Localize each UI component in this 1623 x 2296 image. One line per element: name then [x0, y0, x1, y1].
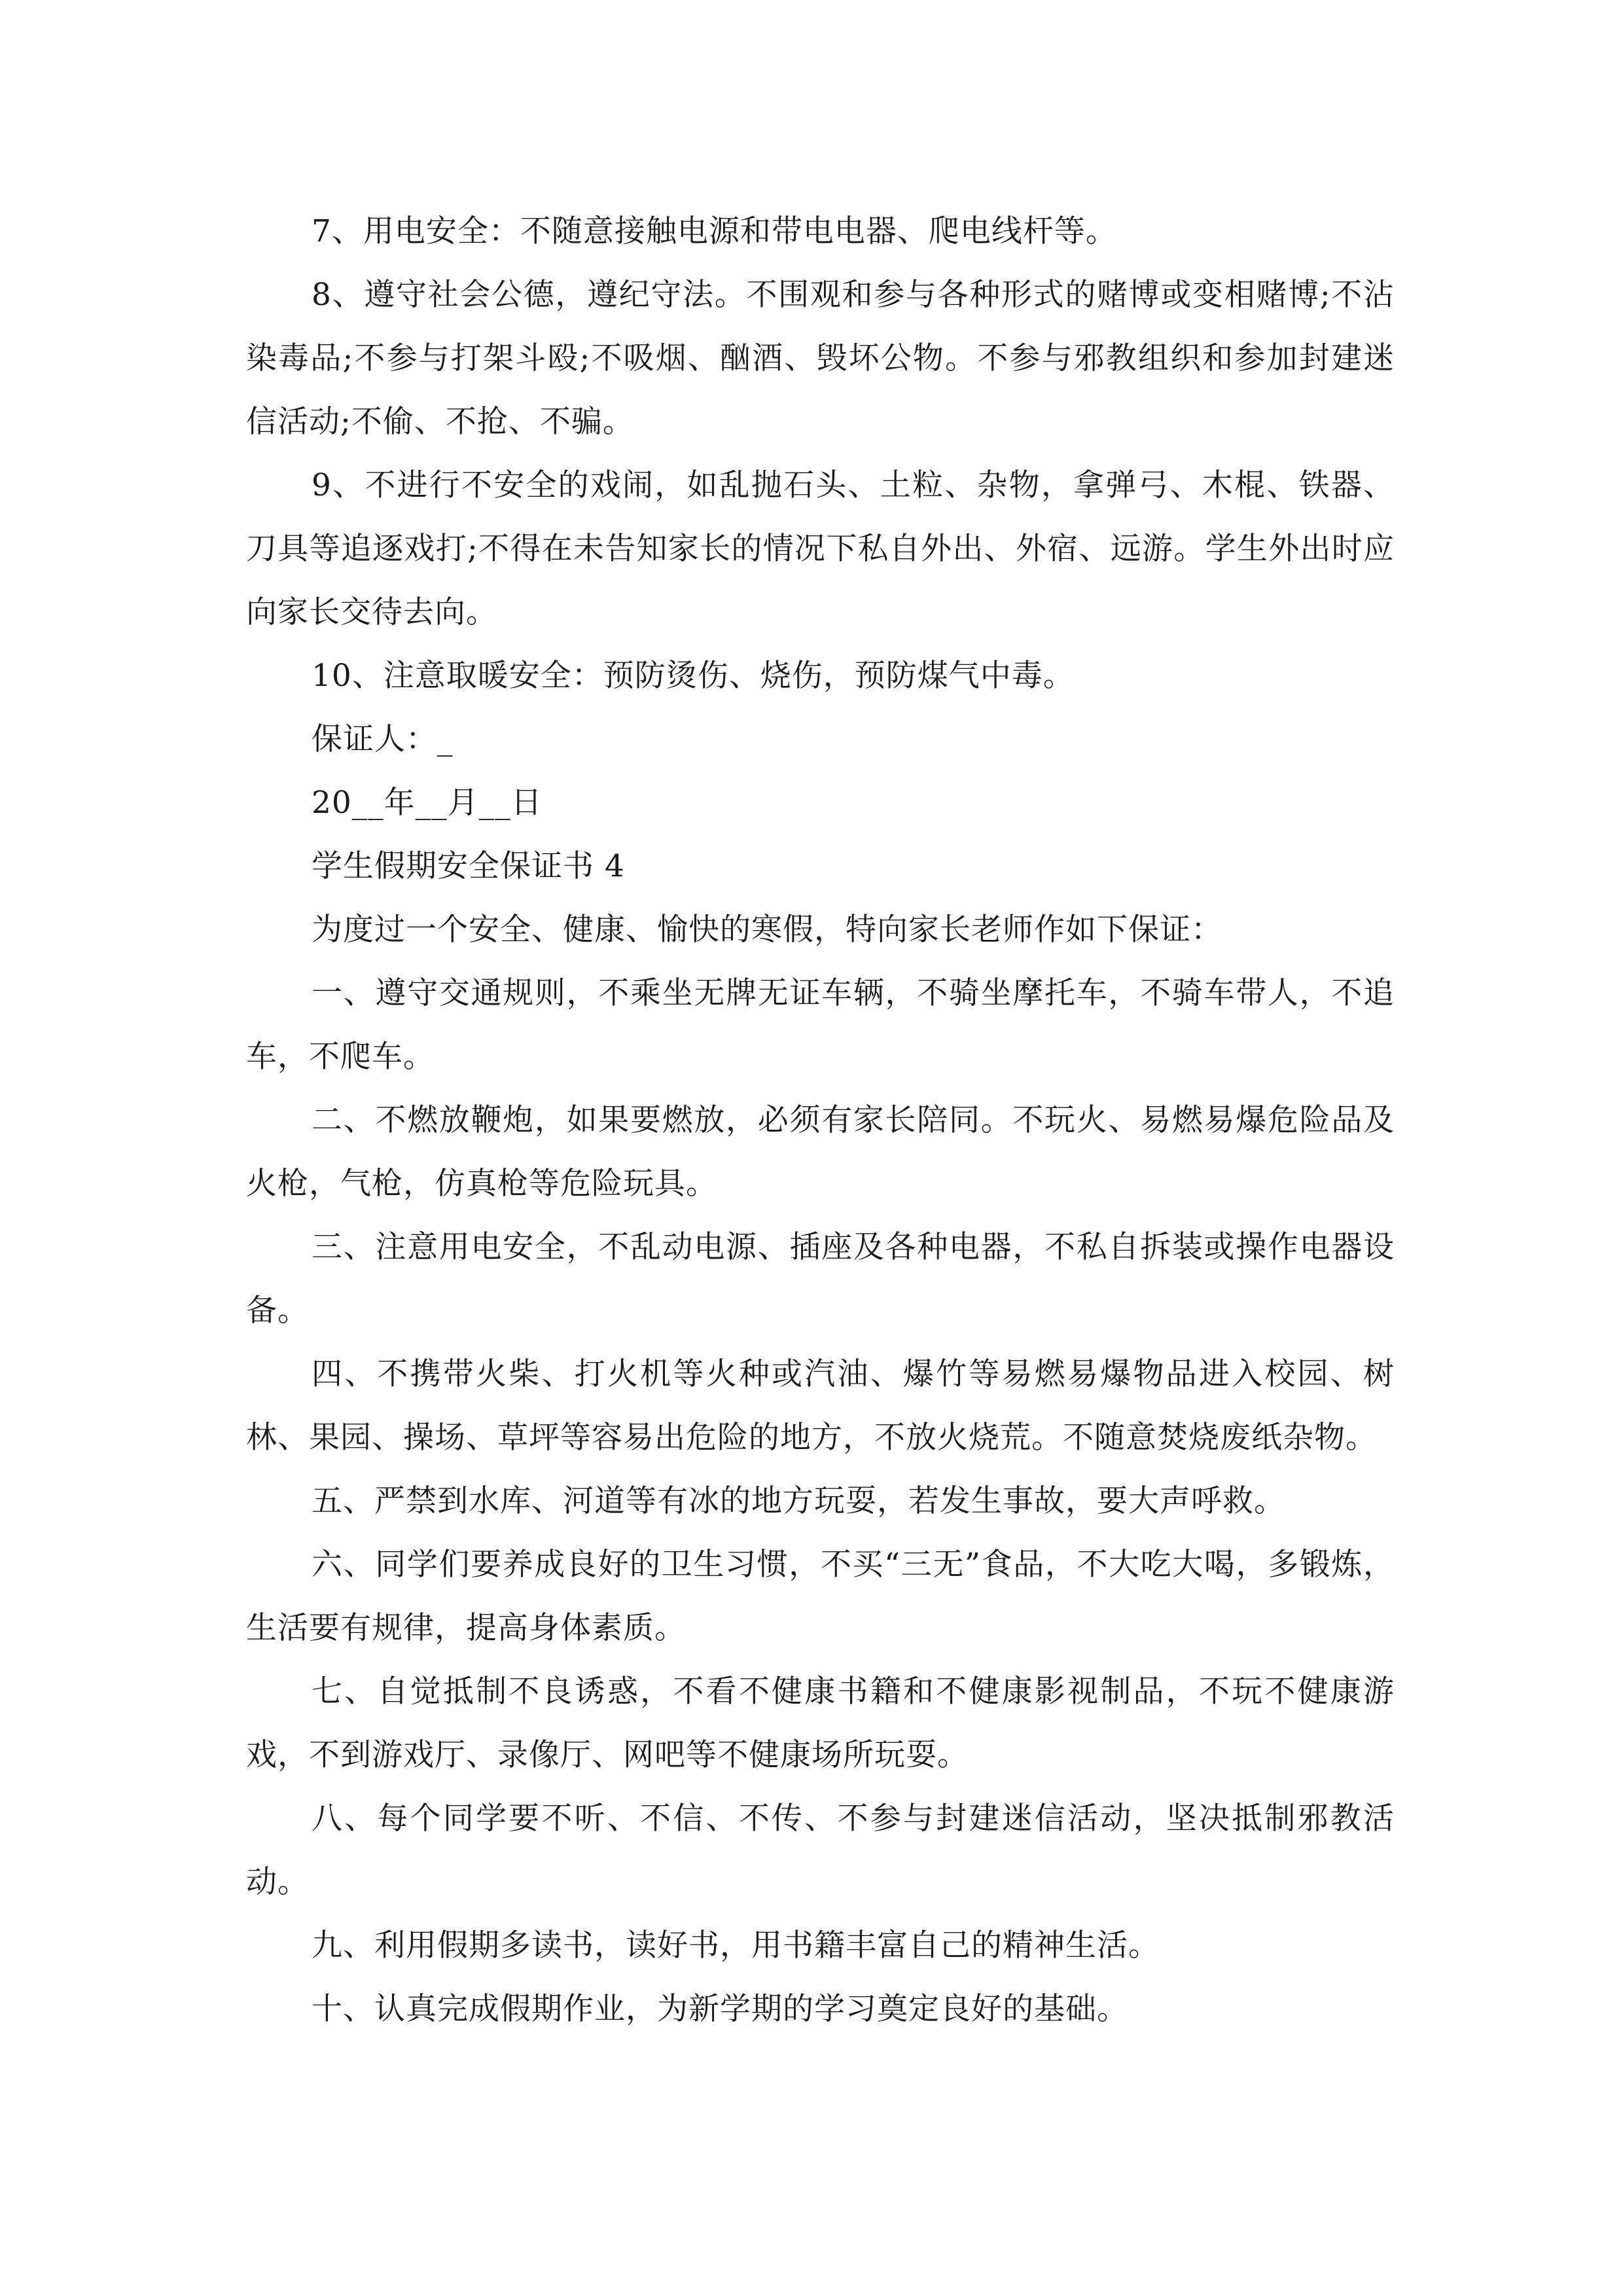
- paragraph-item-8: 8、遵守社会公德，遵纪守法。不围观和参与各种形式的赌博或变相赌博;不沾染毒品;不参与打架斗殴;不吸烟、酗酒、毁坏公物。不参与邪教组织和参加封建迷信活动;不偷、不抢、不骗。: [246, 277, 1395, 440]
- date-line: 20__年__月__日: [312, 785, 543, 821]
- pledge-item-9: 九、利用假期多读书，读好书，用书籍丰富自己的精神生活。: [312, 1928, 1160, 1964]
- pledge-item-10: 十、认真完成假期作业，为新学期的学习奠定良好的基础。: [312, 1991, 1128, 2027]
- paragraph-item-9: 9、不进行不安全的戏闹，如乱抛石头、土粒、杂物，拿弹弓、木棍、铁器、刀具等追逐戏打;不得在未告知家长的情况下私自外出、外宿、远游。学生外出时应向家长交待去向。: [246, 467, 1395, 630]
- section-title: 学生假期安全保证书 4: [312, 848, 625, 884]
- intro-paragraph: 为度过一个安全、健康、愉快的寒假，特向家长老师作如下保证：: [312, 912, 1222, 948]
- pledge-item-3: 三、注意用电安全，不乱动电源、插座及各种电器，不私自拆装或操作电器设备。: [246, 1229, 1395, 1329]
- document-body: [246, 200, 1395, 2041]
- pledge-item-5: 五、严禁到水库、河道等有冰的地方玩耍，若发生事故，要大声呼救。: [312, 1483, 1285, 1519]
- pledge-item-6: 六、同学们要养成良好的卫生习惯，不买“三无”食品，不大吃大喝，多锻炼，生活要有规律，提高身体素质。: [246, 1547, 1395, 1646]
- pledge-item-8: 八、每个同学要不听、不信、不传、不参与封建迷信活动，坚决抵制邪教活动。: [246, 1801, 1395, 1900]
- paragraph-item-7: 7、用电安全：不随意接触电源和带电电器、爬电线杆等。: [312, 213, 1117, 249]
- pledge-item-7: 七、自觉抵制不良诱惑，不看不健康书籍和不健康影视制品，不玩不健康游戏，不到游戏厅、录像厅、网吧等不健康场所玩耍。: [246, 1674, 1395, 1773]
- paragraph-item-10: 10、注意取暖安全：预防烫伤、烧伤，预防煤气中毒。: [312, 658, 1075, 694]
- pledge-item-2: 二、不燃放鞭炮，如果要燃放，必须有家长陪同。不玩火、易燃易爆危险品及火枪，气枪，仿真枪等危险玩具。: [246, 1102, 1395, 1202]
- pledge-item-1: 一、遵守交通规则，不乘坐无牌无证车辆，不骑坐摩托车，不骑车带人，不追车，不爬车。: [246, 975, 1395, 1075]
- pledge-item-4: 四、不携带火柴、打火机等火种或汽油、爆竹等易燃易爆物品进入校园、树林、果园、操场、草坪等容易出危险的地方，不放火烧荒。不随意焚烧废纸杂物。: [246, 1356, 1395, 1456]
- guarantor-line: 保证人：_: [312, 721, 454, 757]
